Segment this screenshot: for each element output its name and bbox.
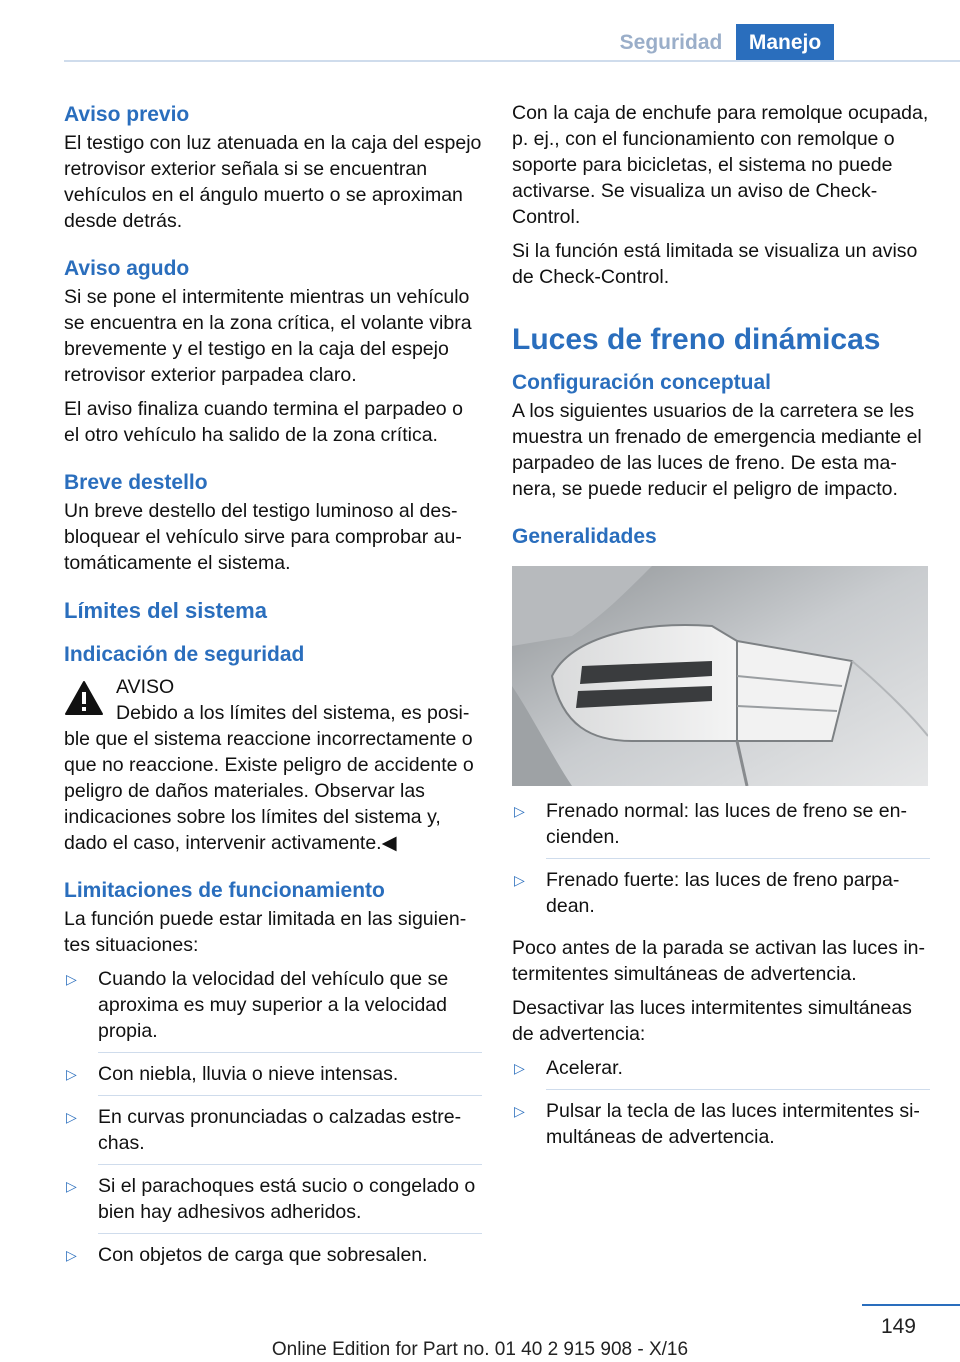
breve-destello-text: Un breve destello del testigo luminoso al desbloquear el vehículo sirve para comprobar automáticamente el sistema. [64, 500, 462, 574]
tab-manejo[interactable]: Manejo [736, 24, 834, 62]
limites-heading: Límites del sistema [64, 598, 267, 623]
limitaciones-text: La función puede estar limitada en las siguientes situaciones: [64, 908, 467, 956]
warning-triangle-icon [64, 680, 104, 716]
aviso-agudo-heading: Aviso agudo [64, 257, 190, 280]
intro-text-2: Si la función está limitada se visualiza un aviso de Check-Control. [512, 240, 918, 288]
generalidades-heading: Generalidades [512, 525, 657, 548]
warning-text: Debido a los límites del sistema, es posible que el sistema reaccione incorrectamente o que no reaccione. Existe peligro de accidente o peligro de daños materiales. Observar las indicaciones sobre los límites del sistema y, dado el caso, intervenir activamente.◀ [64, 702, 474, 854]
poco-antes-text: Poco antes de la parada se activan las luces intermitentes simultáneas de advertencia. [512, 937, 926, 985]
list-item: ▷ Con niebla, lluvia o nieve intensas. [64, 1061, 482, 1104]
list-item: ▷ Si el parachoques está sucio o congelado o bien hay adhesivos adheridos. [64, 1173, 482, 1242]
aviso-previo-text: El testigo con luz atenuada en la caja del espejo retrovisor exterior señala si se encuentran vehículos en el ángulo muerto o se aproximan desde detrás. [64, 132, 482, 232]
list-item: ▷ Con objetos de carga que sobresalen. [66, 1244, 428, 1266]
tab-seguridad[interactable]: Seguridad [606, 24, 736, 62]
list-item: ▷ Frenado normal: las luces de freno se encienden. [512, 798, 930, 867]
bullet-triangle-icon: ▷ [66, 1066, 77, 1082]
aviso-agudo-text-2: El aviso finaliza cuando termina el parpadeo o el otro vehículo ha salido de la zona crítica. [64, 398, 463, 446]
header-rule [64, 60, 960, 62]
tail-light-image [512, 566, 928, 786]
bullet-triangle-icon: ▷ [514, 803, 525, 819]
desactivar-list [512, 1055, 930, 1166]
bullet-triangle-icon: ▷ [66, 1178, 77, 1194]
frenado-list [512, 798, 930, 935]
list-item: ▷ En curvas pronunciadas o calzadas estrechas. [64, 1104, 482, 1173]
page-number: 149 [880, 1315, 916, 1338]
edition-footer: Online Edition for Part no. 01 40 2 915 908 - X/16 [271, 1339, 689, 1360]
footer-rule [862, 1304, 960, 1306]
list-item: ▷ Pulsar la tecla de las luces intermitentes simultáneas de advertencia. [514, 1100, 920, 1148]
right-column [512, 100, 930, 1166]
bullet-triangle-icon: ▷ [514, 1103, 525, 1119]
configuracion-text: A los siguientes usuarios de la carretera se les muestra un frenado de emergencia mediante el parpadeo de las luces de freno. De esta manera, se puede reducir el peligro de impacto. [512, 400, 922, 500]
desactivar-text: Desactivar las luces intermitentes simultáneas de advertencia: [512, 997, 912, 1045]
bullet-triangle-icon: ▷ [514, 1060, 525, 1076]
breve-destello-heading: Breve destello [64, 471, 208, 494]
limitaciones-list [64, 966, 482, 1284]
list-item: ▷ Frenado fuerte: las luces de freno parpadean. [514, 869, 900, 917]
limitaciones-heading: Limitaciones de funcionamiento [64, 879, 385, 902]
configuracion-heading: Configuración conceptual [512, 371, 772, 394]
bullet-triangle-icon: ▷ [66, 1109, 77, 1125]
aviso-previo-heading: Aviso previo [64, 103, 190, 126]
indicacion-heading: Indicación de seguridad [64, 643, 305, 666]
list-item: ▷ Acelerar. [512, 1055, 930, 1098]
bullet-triangle-icon: ▷ [66, 971, 77, 987]
aviso-agudo-text-1: Si se pone el intermitente mientras un vehículo se encuentra en la zona crítica, el volante vibra brevemente y el testigo en la caja del espejo retrovisor exterior parpadea claro. [64, 286, 472, 386]
warning-box [64, 674, 482, 856]
luces-freno-heading: Luces de freno dinámicas [512, 323, 881, 356]
bullet-triangle-icon: ▷ [66, 1247, 77, 1263]
warning-label: AVISO [116, 676, 175, 698]
left-column [64, 100, 482, 1284]
bullet-triangle-icon: ▷ [514, 872, 525, 888]
list-item: ▷ Cuando la velocidad del vehículo que se aproxima es muy superior a la velocidad propia. [64, 966, 482, 1061]
intro-text-1: Con la caja de enchufe para remolque ocupada, p. ej., con el funcionamiento con remolque o soporte para bicicletas, el sistema no puede activarse. Se visualiza un aviso de Check-Control. [512, 102, 929, 228]
